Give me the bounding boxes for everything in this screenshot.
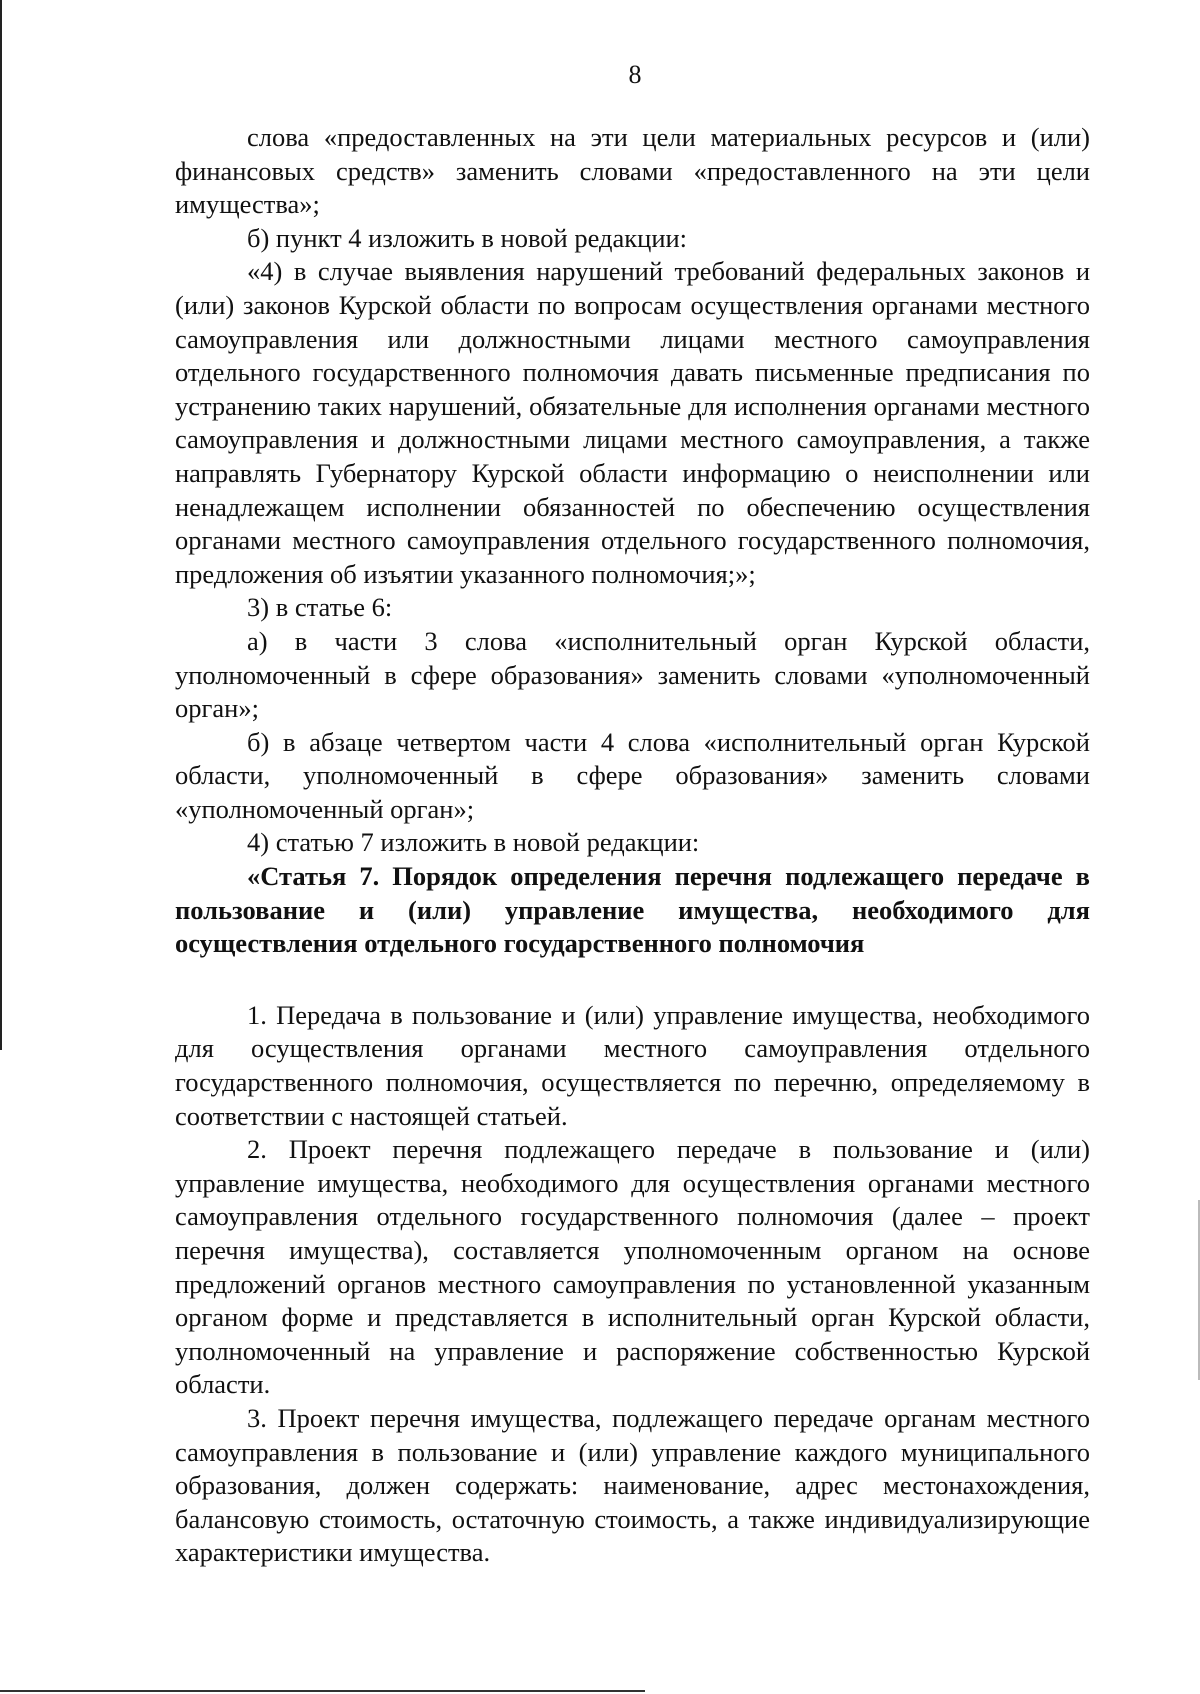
article-7-clause-2: 2. Проект перечня подлежащего передаче в пользование и (или) управление имущества, необходимого для осуществления органами местного самоуправления отдельного государственного полномочия (далее – проект перечня имущества), составляется уполномоченным органом на основе предложений органов местного самоуправления по установленной указанным органом форме и представляется в исполнительный орган Курской области, уполномоченный на управление и распоряжение собственностью Курской области. <box>175 1134 1090 1400</box>
document-body <box>175 121 1090 1570</box>
paragraph-article-6-a: а) в части 3 слова «исполнительный орган Курской области, уполномоченный в сфере образования» заменить словами «уполномоченный орган»; <box>175 625 1090 724</box>
article-7-clause-3: 3. Проект перечня имущества, подлежащего передаче органам местного самоуправления в пользование и (или) управление каждого муниципального образования, должен содержать: наименование, адрес местонахождения, балансовую стоимость, остаточную стоимость, а также индивидуализирующие характеристики имущества. <box>175 1402 1090 1568</box>
page-number: 8 <box>628 60 642 89</box>
paragraph-replace-words: слова «предоставленных на эти цели материальных ресурсов и (или) финансовых средств» заменить словами «предоставленного на эти цели имущества»; <box>175 122 1090 220</box>
paragraph-item-4-text: «4) в случае выявления нарушений требований федеральных законов и (или) законов Курской области по вопросам осуществления органами местного самоуправления или должностными лицами местного самоуправления отдельного государственного полномочия давать письменные предписания по устранению таких нарушений, обязательные для исполнения органами местного самоуправления и должностными лицами местного самоуправления, а также направлять Губернатору Курской области информацию о неисполнении или ненадлежащем исполнении обязанностей по обеспечению осуществления органами местного самоуправления отдельного государственного полномочия, предложения об изъятии указанного полномочия;»; <box>175 256 1090 589</box>
paragraph-article-7-intro: 4) статью 7 изложить в новой редакции: <box>247 827 700 858</box>
article-7-heading: «Статья 7. Порядок определения перечня подлежащего передаче в пользование и (или) управление имущества, необходимого для осуществления отдельного государственного полномочия <box>175 861 1090 959</box>
paragraph-item-b-intro: б) пункт 4 изложить в новой редакции: <box>247 222 688 253</box>
scan-edge-bottom <box>0 1690 645 1692</box>
paragraph-article-6-b: б) в абзаце четвертом части 4 слова «исполнительный орган Курской области, уполномоченный в сфере образования» заменить словами «уполномоченный орган»; <box>175 726 1090 824</box>
scan-edge-left <box>0 0 2 1050</box>
paragraph-article-6-intro: 3) в статье 6: <box>247 592 393 623</box>
article-7-clause-1: 1. Передача в пользование и (или) управление имущества, необходимого для осуществления органами местного самоуправления отдельного государственного полномочия, осуществляется по перечню, определяемому в соответствии с настоящей статьей. <box>175 999 1090 1131</box>
